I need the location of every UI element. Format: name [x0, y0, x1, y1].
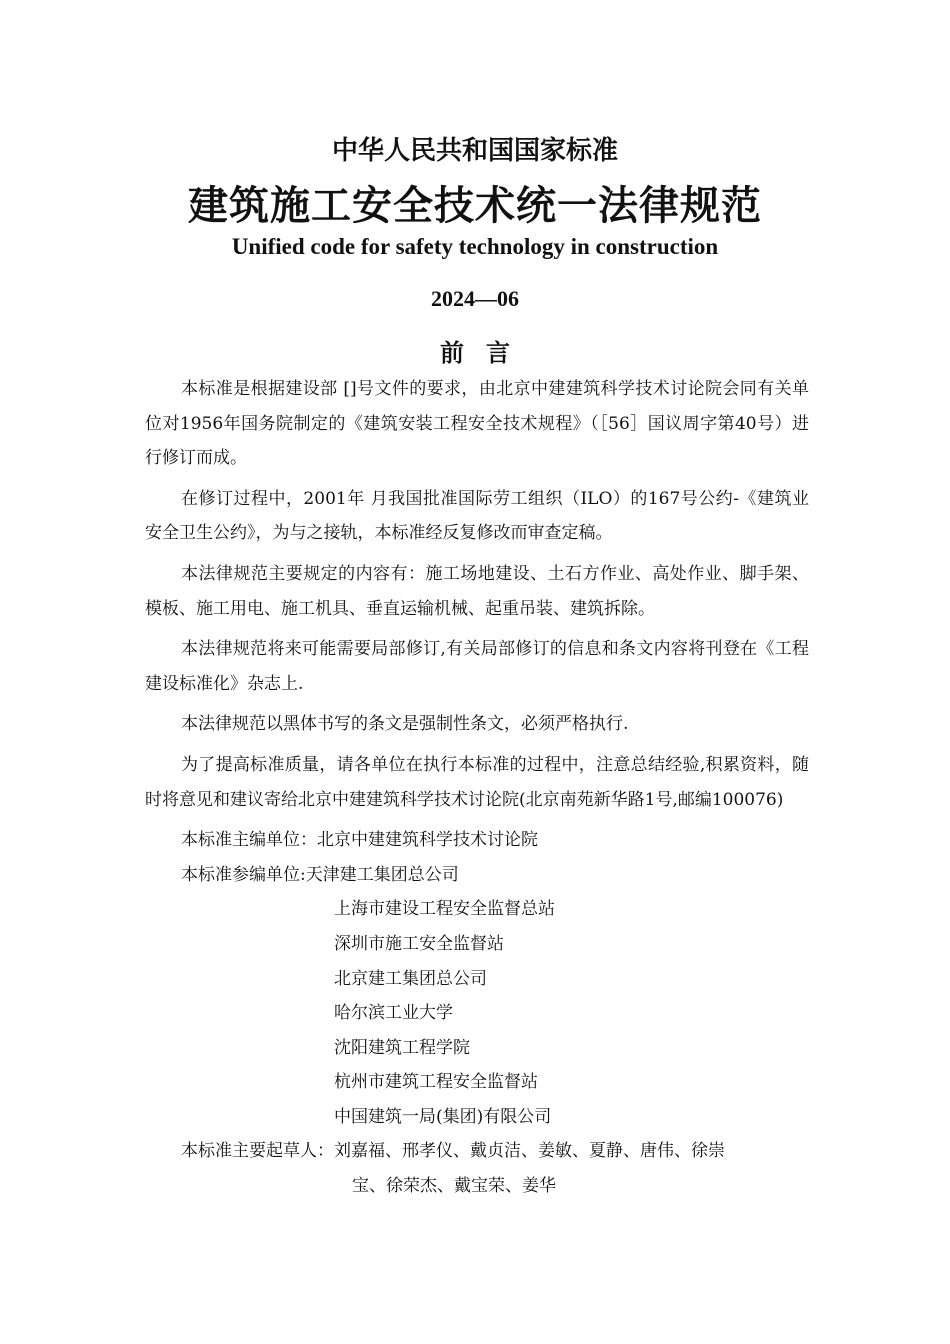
preface-paragraph: 在修订过程中，2001年 月我国批准国际劳工组织（ILO）的167号公约-《建筑业安全卫生公约》，为与之接轨，本标准经反复修改而审查定稿。	[145, 488, 809, 544]
participant-org: 杭州市建筑工程安全监督站	[334, 1072, 538, 1093]
preface-paragraph: 本标准是根据建设部 []号文件的要求，由北京中建建筑科学技术讨论院会同有关单位对1956年国务院制定的《建筑安装工程安全技术规程》（［56］国议周字第40号）进行修订而成。	[145, 379, 809, 469]
participant-org: 中国建筑一局(集团)有限公司	[334, 1106, 552, 1127]
participant-org: 哈尔滨工业大学	[334, 1003, 453, 1024]
preface-heading: 前言	[440, 339, 532, 367]
document-title: 建筑施工安全技术统一法律规范	[188, 183, 762, 229]
english-title: Unified code for safety technology in construction	[231, 234, 719, 259]
document-year: 2024—06	[431, 286, 519, 311]
preface-paragraph: 本法律规范主要规定的内容有：施工场地建设、土石方作业、高处作业、脚手架、模板、施工用电、施工机具、垂直运输机械、起重吊装、建筑拆除。	[145, 563, 809, 619]
preface-paragraph: 本法律规范将来可能需要局部修订,有关局部修订的信息和条文内容将刊登在《工程建设标准化》杂志上.	[145, 639, 809, 694]
participant-org: 北京建工集团总公司	[334, 968, 487, 989]
preface-body	[145, 372, 809, 1204]
preface-paragraph: 本法律规范以黑体书写的条文是强制性条文，必须严格执行.	[181, 714, 629, 735]
participant-org: 上海市建设工程安全监督总站	[334, 899, 555, 920]
participant-org: 沈阳建筑工程学院	[334, 1037, 470, 1058]
participant-org: 深圳市施工安全监督站	[334, 933, 504, 954]
drafters-line-continued: 宝、徐荣杰、戴宝荣、姜华	[352, 1176, 556, 1197]
preface-paragraph: 为了提高标准质量，请各单位在执行本标准的过程中，注意总结经验,积累资料，随时将意见和建议寄给北京中建建筑科学技术讨论院(北京南苑新华路1号,邮编100076)	[145, 754, 809, 810]
drafters-line: 本标准主要起草人：刘嘉福、邢孝仪、戴贞洁、姜敏、夏静、唐伟、徐崇	[181, 1141, 725, 1162]
chief-editor-line: 本标准主编单位：北京中建建筑科学技术讨论院	[181, 830, 538, 851]
document-subtitle: 中华人民共和国国家标准	[331, 136, 618, 166]
participants-label: 本标准参编单位:天津建工集团总公司	[181, 864, 459, 885]
